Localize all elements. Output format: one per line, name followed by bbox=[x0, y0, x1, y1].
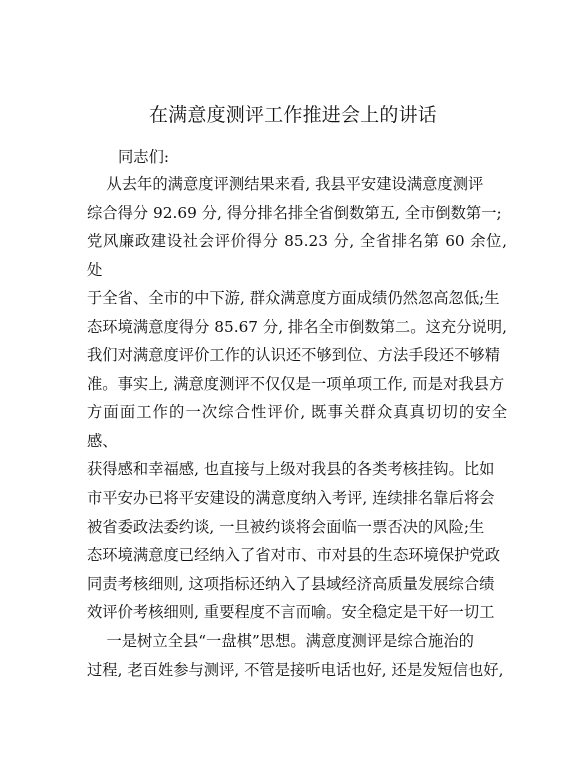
body-paragraph-2: 一是树立全县“一盘棋”思想。满意度测评是综合施治的 过程, 老百姓参与测评, 不管是接听电话也好, 还是发短信也好, bbox=[87, 632, 504, 679]
greeting-line: 同志们: bbox=[118, 148, 170, 166]
body-paragraph-1: 从去年的满意度评测结果来看, 我县平安建设满意度测评 综合得分 92.69 分, 得分排名排全省倒数第五, 全市倒数第一; 党风廉政建设社会评价得分 85.23 分, 全省排名第 60 余位, 处 于全省、全市的中下游, 群众满意度方面成绩仍然忽高忽低;生 态环境满意度得分 85.67 分, 排名全市倒数第二。这充分说明, 我们对满意度评价工作的认识还不够到位、方法手段还不够精 准。事实上, 满意度测评不仅仅是一项单项工作, 而是对我县方 方面面工作的一次综合性评价, 既事关群众真真切切的安全感、 获得感和幸福感, 也直接与上级对我县的各类考核挂钩。比如 市平安办已将平安建设的满意度纳入考评, 连续排名靠后将会 被省委政法委约谈, 一旦被约谈将会面临一票否决的风险;生 态环境满意度已经纳入了省对市、市对县的生态环境保护党政 同责考核细则, 这项指标还纳入了县域经济高质量发展综合绩 效评价考核细则, 重要程度不言而喻。安全稳定是干好一切工 bbox=[87, 175, 507, 622]
document-title: 在满意度测评工作推进会上的讲话 bbox=[148, 104, 437, 126]
